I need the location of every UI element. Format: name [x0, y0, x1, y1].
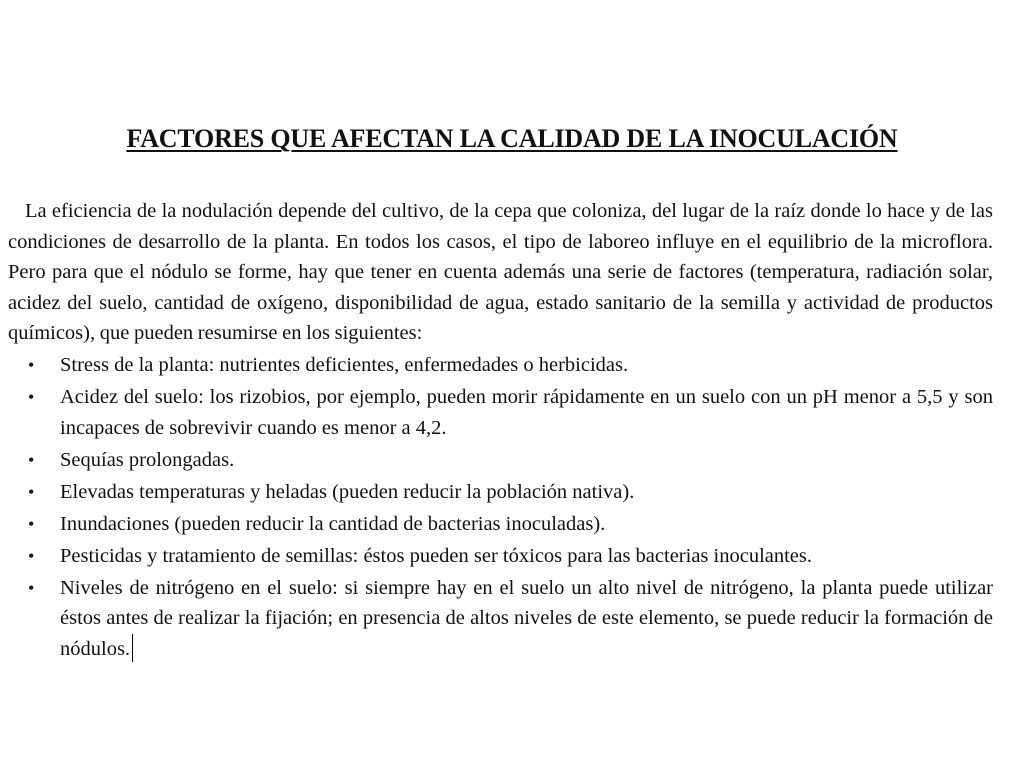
bullet-icon: •: [28, 513, 35, 534]
document-title: FACTORES QUE AFECTAN LA CALIDAD DE LA INOCULACIÓN: [126, 124, 898, 153]
intro-paragraph: La eficiencia de la nodulación depende del cultivo, de la cepa que coloniza, del lugar de la raíz donde lo hace y de las condiciones de desarrollo de la planta. En todos los casos, el tipo de laboreo influye en el equilibrio de la microflora. Pero para que el nódulo se forme, hay que tener en cuenta además una serie de factores (temperatura, radiación solar, acidez del suelo, cantidad de oxígeno, disponibilidad de agua, estado sanitario de la semilla y actividad de productos químicos), que pueden resumirse en los siguientes:: [8, 200, 993, 344]
text-cursor: [132, 634, 133, 662]
bullet-icon: •: [28, 449, 35, 470]
list-item-text: Elevadas temperaturas y heladas (pueden reducir la población nativa).: [60, 480, 635, 503]
list-item: [8, 541, 993, 572]
list-item: [8, 509, 993, 540]
list-item-text: Pesticidas y tratamiento de semillas: éstos pueden ser tóxicos para las bacterias inoculantes.: [60, 544, 813, 567]
document-body[interactable]: [8, 196, 993, 664]
list-item: [8, 382, 993, 443]
list-item: [8, 573, 993, 665]
list-item: [8, 350, 993, 381]
bullet-icon: •: [28, 545, 35, 566]
list-item: [8, 445, 993, 476]
bullet-icon: •: [28, 577, 35, 598]
bullet-icon: •: [28, 355, 35, 375]
factors-list: [8, 350, 993, 664]
list-item-text: Inundaciones (pueden reducir la cantidad de bacterias inoculadas).: [60, 512, 606, 535]
bullet-icon: •: [28, 387, 35, 407]
list-item: [8, 477, 993, 508]
list-item-text: Niveles de nitrógeno en el suelo: si siempre hay en el suelo un alto nivel de nitrógeno, la planta puede utilizar éstos antes de realizar la fijación; en presencia de altos niveles de este elemento, se puede reducir la formación de nódulos.: [60, 576, 993, 660]
bullet-icon: •: [28, 481, 35, 502]
list-item-text: Acidez del suelo: los rizobios, por ejemplo, pueden morir rápidamente en un suelo con un pH menor a 5,5 y son incapaces de sobrevivir cuando es menor a 4,2.: [60, 386, 993, 439]
list-item-text: Sequías prolongadas.: [60, 448, 235, 471]
list-item-text: Stress de la planta: nutrientes deficientes, enfermedades o herbicidas.: [60, 354, 629, 376]
